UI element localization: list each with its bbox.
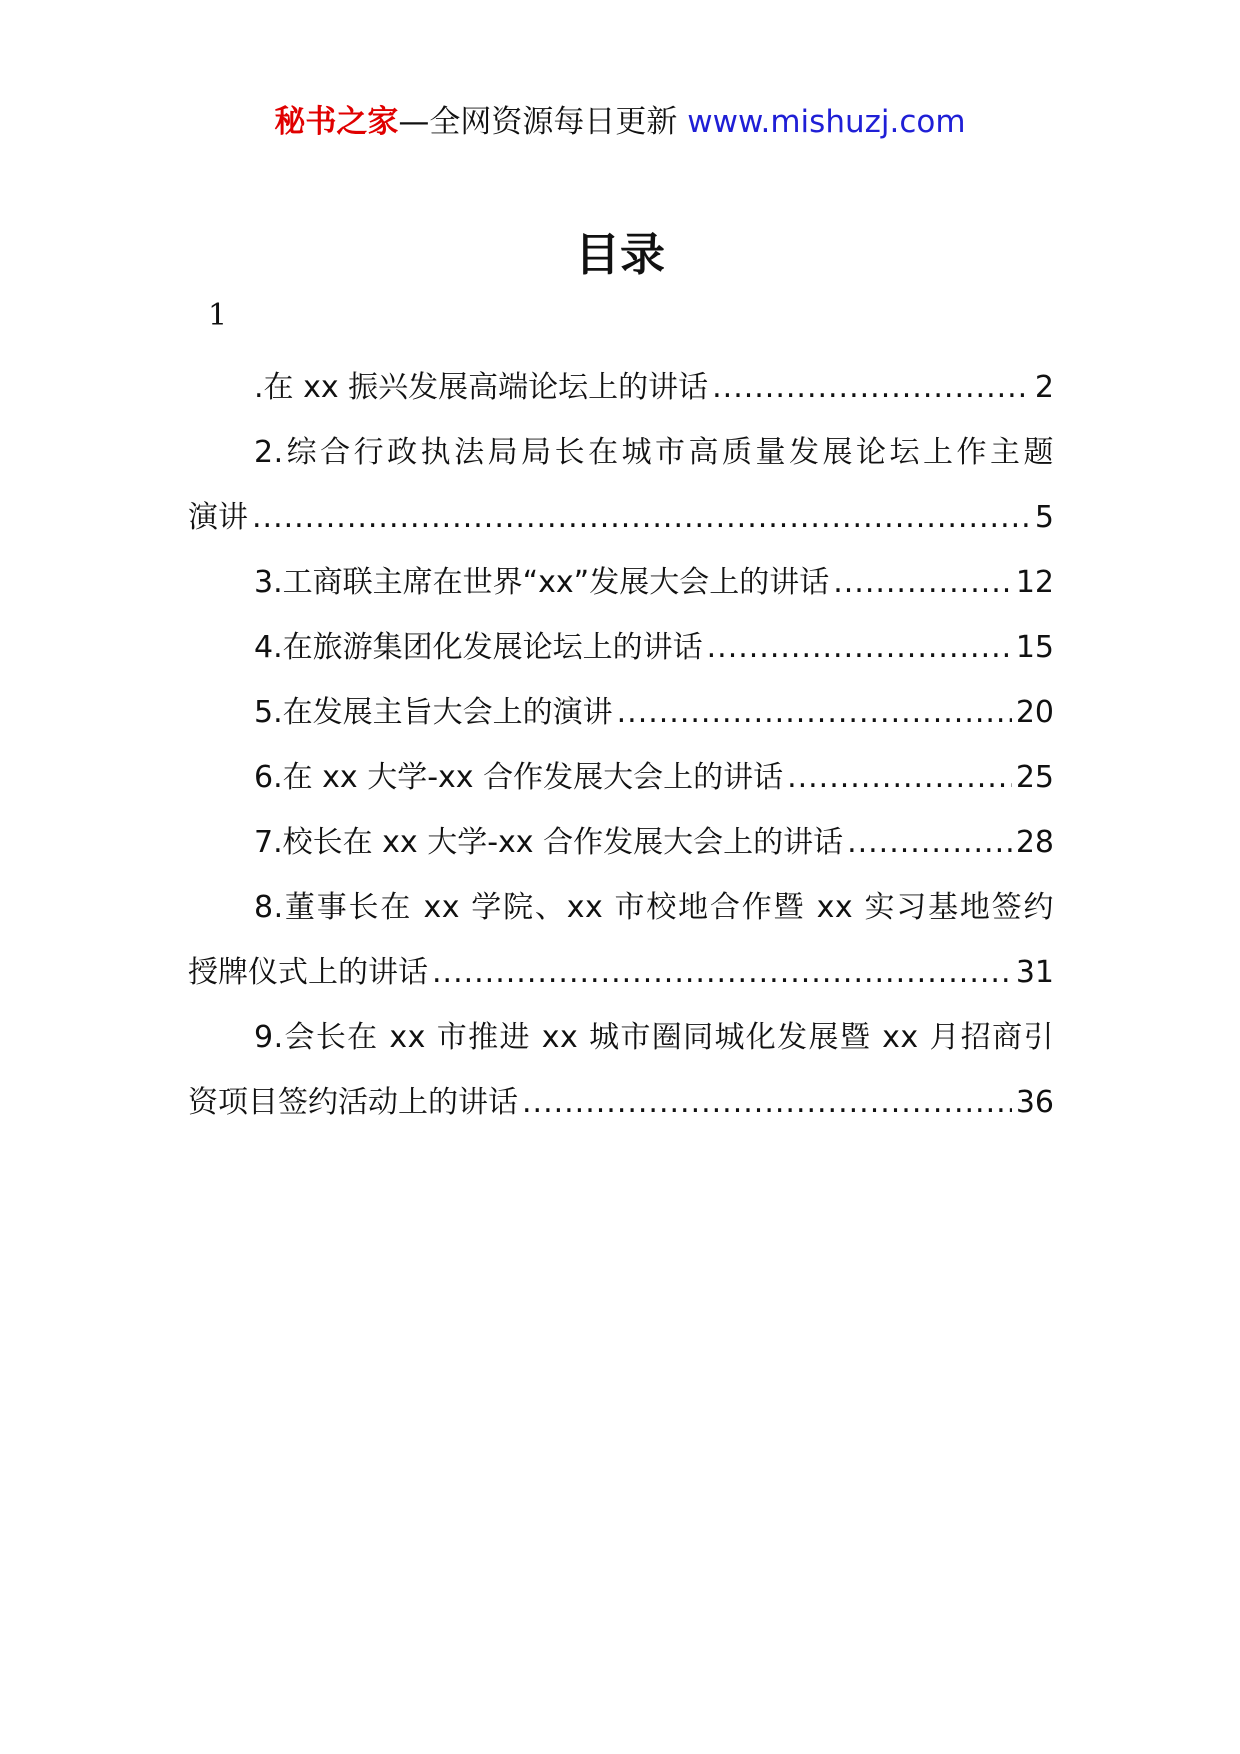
brand-name: 秘书之家	[274, 104, 399, 140]
toc-entry-page: 36	[1015, 1085, 1054, 1120]
toc-entry-8[interactable]	[188, 875, 1054, 1005]
toc-entry-page: 15	[1015, 630, 1054, 665]
toc-entry-page: 12	[1015, 565, 1054, 600]
dot-leader	[833, 550, 1012, 615]
toc-entry-title: 5.在发展主旨大会上的演讲	[254, 695, 613, 730]
toc-entry-page: 5	[1034, 500, 1054, 535]
toc-entry-title-line2: 演讲	[188, 500, 248, 535]
site-header	[0, 102, 1240, 142]
toc-entry-page: 20	[1015, 695, 1054, 730]
dot-leader	[712, 355, 1031, 420]
dot-leader	[707, 615, 1012, 680]
toc-entry-title-line1: 8.董事长在 xx 学院、xx 市校地合作暨 xx 实习基地签约	[254, 890, 1054, 925]
toc-entry-6[interactable]	[188, 745, 1054, 810]
website-link[interactable]: www.mishuzj.com	[687, 104, 966, 140]
toc-entry-2[interactable]	[188, 420, 1054, 550]
toc-entry-4[interactable]	[188, 615, 1054, 680]
dot-leader	[432, 940, 1012, 1005]
toc-entry-7[interactable]	[188, 810, 1054, 875]
toc-entry-page: 25	[1015, 760, 1054, 795]
toc-entry-title: 7.校长在 xx 大学-xx 合作发展大会上的讲话	[254, 825, 844, 860]
table-of-contents	[188, 355, 1054, 1135]
toc-entry-title: .在 xx 振兴发展高端论坛上的讲话	[254, 370, 709, 405]
toc-entry-title-line2: 授牌仪式上的讲话	[188, 955, 428, 990]
toc-entry-1[interactable]	[188, 355, 1054, 420]
dot-leader	[522, 1070, 1012, 1135]
toc-entry-page: 2	[1034, 370, 1054, 405]
dot-leader	[252, 485, 1031, 550]
page-title: 目录	[574, 228, 665, 281]
toc-entry-3[interactable]	[188, 550, 1054, 615]
toc-entry-title: 6.在 xx 大学-xx 合作发展大会上的讲话	[254, 760, 784, 795]
dot-leader	[847, 810, 1012, 875]
dot-leader	[617, 680, 1012, 745]
toc-entry-9[interactable]	[188, 1005, 1054, 1135]
toc-entry-5[interactable]	[188, 680, 1054, 745]
toc-entry-title-line1: 2.综合行政执法局局长在城市高质量发展论坛上作主题	[254, 435, 1054, 470]
toc-entry-page: 31	[1015, 955, 1054, 990]
list-marker: 1	[208, 298, 228, 333]
toc-entry-title-line2: 资项目签约活动上的讲话	[188, 1085, 518, 1120]
toc-entry-title: 3.工商联主席在世界“xx”发展大会上的讲话	[254, 565, 830, 600]
header-tagline: —全网资源每日更新	[398, 104, 678, 140]
dot-leader	[787, 745, 1012, 810]
toc-entry-page: 28	[1015, 825, 1054, 860]
toc-entry-title: 4.在旅游集团化发展论坛上的讲话	[254, 630, 703, 665]
toc-entry-title-line1: 9.会长在 xx 市推进 xx 城市圈同城化发展暨 xx 月招商引	[254, 1020, 1054, 1055]
